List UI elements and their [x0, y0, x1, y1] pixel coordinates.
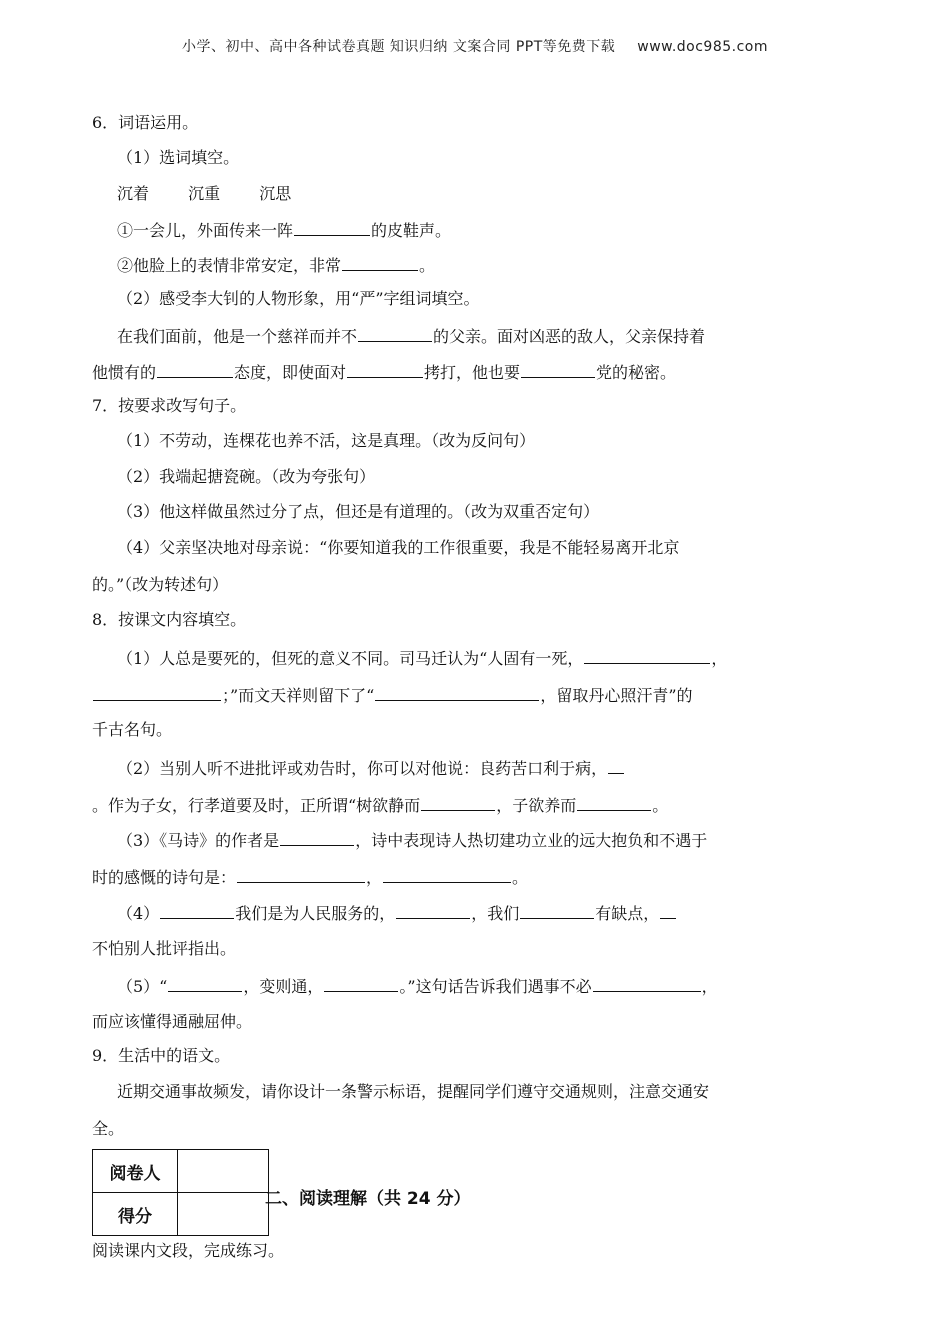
q8-title: 8．按课文内容填空。 — [92, 610, 247, 629]
fill-blank[interactable] — [383, 866, 511, 883]
fill-blank[interactable] — [237, 866, 365, 883]
q7-item-2: （2）我端起搪瓷碗。（改为夸张句） — [117, 467, 376, 486]
header-text: 小学、初中、高中各种试卷真题 知识归纳 文案合同 PPT等免费下载 — [181, 39, 616, 55]
fill-blank[interactable] — [93, 684, 221, 701]
q9-line1: 近期交通事故频发，请你设计一条警示标语，提醒同学们遵守交通规则，注意交通安 — [117, 1082, 710, 1101]
q6-sentence-2: ②他脸上的表情非常安定，非常 。 — [117, 256, 436, 275]
fill-blank[interactable] — [660, 902, 676, 919]
q9-title: 9．生活中的语文。 — [92, 1046, 231, 1065]
q8-item-4-line1: （4） 我们是为人民服务的， ，我们 有缺点， — [117, 902, 770, 924]
fill-blank[interactable] — [168, 975, 242, 992]
q8-item-2-line2: 。作为子女，行孝道要及时，正所谓“树欲静而 ，子欲养而 。 — [92, 796, 669, 815]
section2-intro: 阅读课内文段，完成练习。 — [92, 1241, 285, 1260]
q8-item-3-line2: 时的感慨的诗句是： ， 。 — [92, 868, 529, 887]
header-url[interactable]: www.doc985.com — [637, 39, 769, 55]
q6-word-options — [117, 184, 770, 204]
fill-blank[interactable] — [521, 361, 595, 378]
word-option: 沉重 — [188, 184, 221, 203]
score-table — [92, 1149, 269, 1236]
q7-item-1: （1）不劳动，连棵花也养不活，这是真理。（改为反问句） — [117, 431, 536, 450]
fill-blank[interactable] — [608, 757, 624, 774]
q8-item-1-line1: （1）人总是要死的，但死的意义不同。司马迁认为“人固有一死， ， — [117, 649, 728, 668]
reviewer-label: 阅卷人 — [93, 1150, 178, 1193]
word-option: 沉思 — [259, 184, 292, 203]
q8-item-2-line1: （2）当别人听不进批评或劝告时，你可以对他说：良药苦口利于病， — [117, 757, 770, 779]
word-option: 沉着 — [117, 184, 150, 203]
fill-blank[interactable] — [157, 361, 233, 378]
q7-item-3: （3）他这样做虽然过分了点，但还是有道理的。（改为双重否定句） — [117, 502, 600, 521]
q8-item-5-line1: （5）“ ，变则通， 。”这句话告诉我们遇事不必 ， — [117, 977, 718, 996]
fill-blank[interactable] — [520, 902, 594, 919]
fill-blank[interactable] — [421, 794, 495, 811]
fill-blank[interactable] — [294, 219, 370, 236]
fill-blank[interactable] — [160, 902, 234, 919]
q6-sentence-1: ①一会儿，外面传来一阵 的皮鞋声。 — [117, 221, 452, 240]
q6-part2-label: （2）感受李大钊的人物形象，用“严”字组词填空。 — [117, 289, 480, 308]
q7-item-4-line2: 的。”（改为转述句） — [92, 575, 229, 594]
q8-item-1-line2: ；”而文天祥则留下了“ ，留取丹心照汗青”的 — [92, 684, 770, 706]
q9-line2: 全。 — [92, 1119, 125, 1138]
score-label: 得分 — [93, 1193, 178, 1236]
section2-title: 二、阅读理解（共 24 分） — [265, 1189, 471, 1209]
fill-blank[interactable] — [342, 254, 418, 271]
q7-item-4-line1: （4）父亲坚决地对母亲说：“你要知道我的工作很重要，我是不能轻易离开北京 — [117, 538, 680, 557]
q6-part2-line1: 在我们面前，他是一个慈祥而并不 的父亲。面对凶恶的敌人，父亲保持着 — [117, 327, 706, 346]
score-cell[interactable] — [178, 1193, 269, 1236]
fill-blank[interactable] — [593, 975, 701, 992]
q6-title: 6．词语运用。 — [92, 113, 199, 132]
q8-item-5-line2: 而应该懂得通融屈伸。 — [92, 1012, 253, 1031]
fill-blank[interactable] — [280, 829, 354, 846]
q8-item-1-line3: 千古名句。 — [92, 720, 173, 739]
fill-blank[interactable] — [375, 684, 539, 701]
page-header — [0, 36, 950, 56]
fill-blank[interactable] — [584, 647, 710, 664]
fill-blank[interactable] — [577, 794, 651, 811]
q7-title: 7．按要求改写句子。 — [92, 396, 247, 415]
q6-part1-label: （1）选词填空。 — [117, 148, 240, 167]
q6-part2-line2: 他惯有的 态度，即使面对 拷打，他也要 党的秘密。 — [92, 363, 677, 382]
fill-blank[interactable] — [347, 361, 423, 378]
q8-item-3-line1: （3）《马诗》的作者是 ，诗中表现诗人热切建功立业的远大抱负和不遇于 — [117, 831, 708, 850]
fill-blank[interactable] — [358, 325, 432, 342]
q8-item-4-line2: 不怕别人批评指出。 — [92, 939, 237, 958]
fill-blank[interactable] — [396, 902, 470, 919]
reviewer-cell[interactable] — [178, 1150, 269, 1193]
fill-blank[interactable] — [324, 975, 398, 992]
